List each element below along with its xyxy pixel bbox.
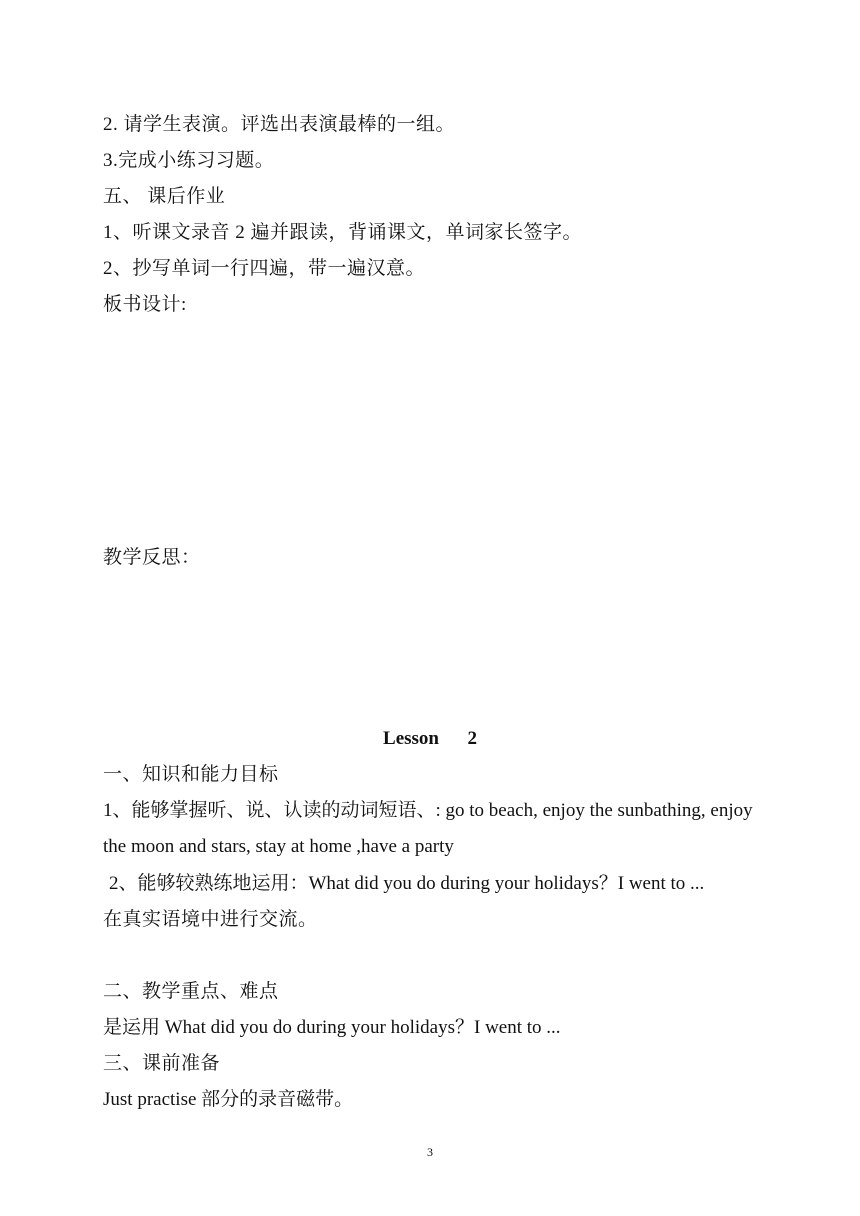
preparation-heading: 三、课前准备 [103, 1053, 221, 1074]
activity-item-3: 3.完成小练习习题。 [103, 150, 275, 171]
homework-item-2: 2、抄写单词一行四遍，带一遍汉意。 [103, 258, 426, 279]
key-points-heading: 二、教学重点、难点 [103, 981, 279, 1002]
homework-item-1: 1、听课文录音 2 遍并跟读，背诵课文，单词家长签字。 [103, 222, 583, 243]
activity-item-2: 2. 请学生表演。评选出表演最棒的一组。 [103, 114, 456, 135]
key-points-text: 是运用 What did you do during your holidays？I went to ... [103, 1017, 561, 1038]
board-design-label: 板书设计: [103, 294, 187, 315]
objective-2-line-1: 2、能够较熟练地运用：What did you do during your holidays？I went to ... [109, 873, 705, 894]
objective-2-line-2: 在真实语境中进行交流。 [103, 909, 318, 930]
page-number: 3 [427, 1145, 433, 1159]
objective-1-line-1: 1、能够掌握听、说、认读的动词短语、: go to beach, enjoy the sunbathing, enjoy [103, 800, 753, 821]
preparation-text: Just practise 部分的录音磁带。 [103, 1089, 354, 1110]
teaching-reflection-label: 教学反思： [103, 547, 201, 568]
objectives-heading: 一、知识和能力目标 [103, 764, 279, 785]
lesson-title: Lesson 2 [383, 728, 477, 749]
objective-1-line-2: the moon and stars, stay at home ,have a party [103, 836, 454, 857]
homework-heading: 五、 课后作业 [103, 186, 226, 207]
